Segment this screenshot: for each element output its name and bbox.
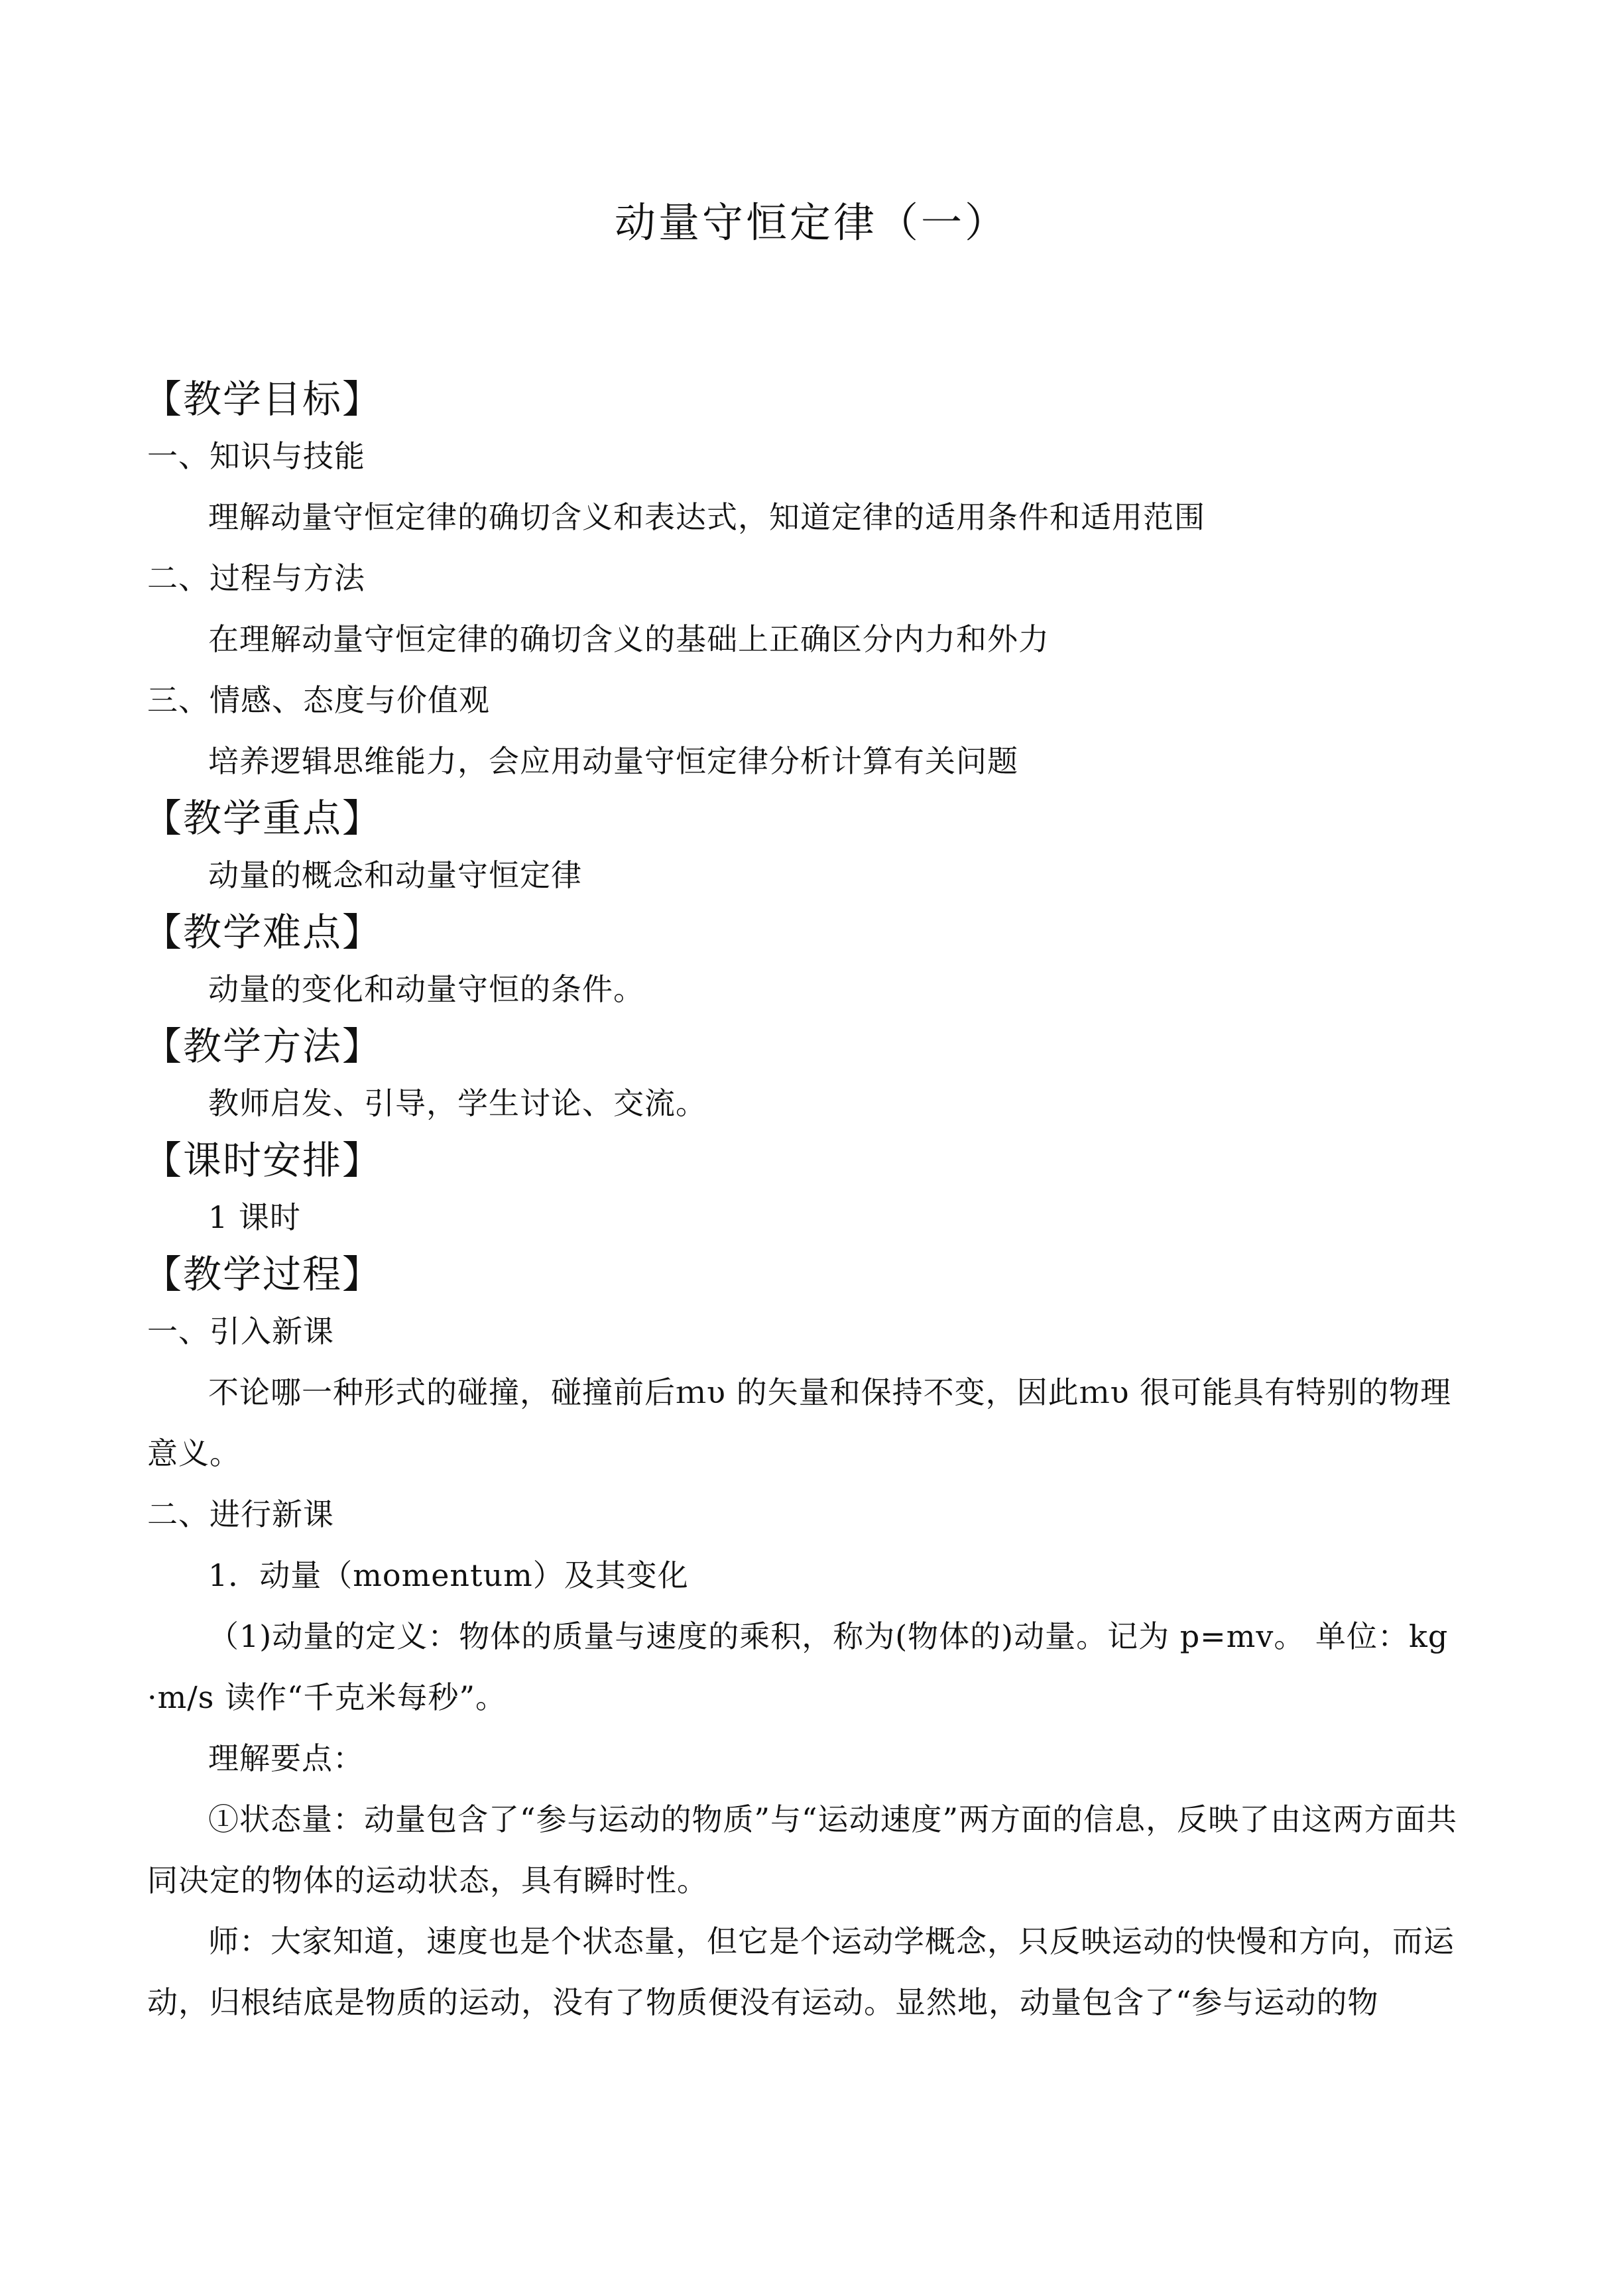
momentum-definition: （1)动量的定义：物体的质量与速度的乘积，称为(物体的)动量。记为 p=mv。 单位：kg ·m/s 读作“千克米每秒”。 [147, 1618, 1449, 1715]
schedule-text: 1 课时 [208, 1199, 301, 1235]
key-points-text: 动量的概念和动量守恒定律 [208, 857, 582, 893]
schedule-heading: 【课时安排】 [143, 1138, 383, 1183]
intro-paragraph: 不论哪一种形式的碰撞，碰撞前后ｍυ 的矢量和保持不变，因此ｍυ 很可能具有特别的物理意义。 [147, 1374, 1452, 1471]
state-quantity-point: ①状态量：动量包含了“参与运动的物质”与“运动速度”两方面的信息，反映了由这两方面共同决定的物体的运动状态，具有瞬时性。 [147, 1801, 1458, 1898]
process-heading: 【教学过程】 [143, 1252, 383, 1297]
objective-label-2: 二、过程与方法 [147, 560, 365, 596]
key-points-heading: 【教学重点】 [143, 796, 383, 841]
objectives-heading: 【教学目标】 [143, 377, 383, 422]
objective-label-3: 三、情感、态度与价值观 [147, 682, 490, 718]
new-lesson-label: 二、进行新课 [147, 1496, 334, 1532]
objective-text-2: 在理解动量守恒定律的确切含义的基础上正确区分内力和外力 [208, 621, 1050, 657]
momentum-subheading: 1．动量（momentum）及其变化 [208, 1557, 689, 1593]
objective-label-1: 一、知识与技能 [147, 438, 365, 474]
intro-label: 一、引入新课 [147, 1313, 334, 1349]
methods-heading: 【教学方法】 [143, 1024, 383, 1069]
page-title: 动量守恒定律（一） [614, 198, 1008, 247]
objective-text-1: 理解动量守恒定律的确切含义和表达式，知道定律的适用条件和适用范围 [208, 499, 1205, 535]
objective-text-3: 培养逻辑思维能力，会应用动量守恒定律分析计算有关问题 [208, 743, 1018, 779]
difficulties-text: 动量的变化和动量守恒的条件。 [208, 971, 644, 1007]
difficulties-heading: 【教学难点】 [143, 910, 383, 955]
key-understanding-label: 理解要点： [208, 1740, 364, 1776]
document-body [143, 373, 1480, 2033]
teacher-remark: 师：大家知道，速度也是个状态量，但它是个运动学概念，只反映运动的快慢和方向，而运动，归根结底是物质的运动，没有了物质便没有运动。显然地，动量包含了“参与运动的物 [147, 1923, 1455, 2020]
methods-text: 教师启发、引导，学生讨论、交流。 [208, 1085, 707, 1121]
